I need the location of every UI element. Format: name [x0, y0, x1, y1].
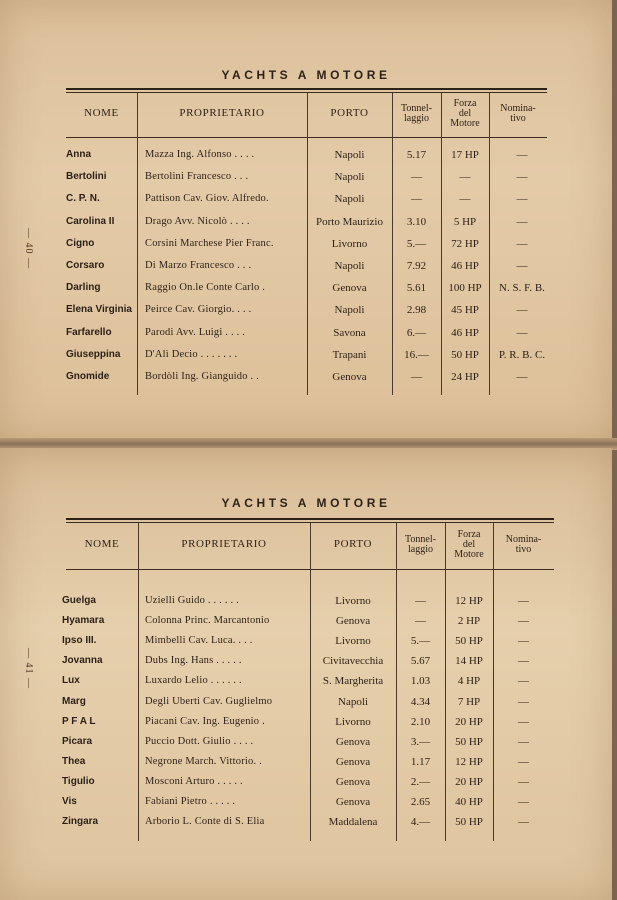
tonnage-cell: 5.61 — [406, 282, 427, 295]
table-row — [0, 326, 612, 346]
owner-name: Parodi Avv. Luigi . . . . — [145, 326, 246, 338]
page-number: — 40 — — [23, 228, 34, 269]
port-cell: Genova — [335, 775, 371, 788]
table-row — [0, 614, 612, 634]
owner-name: Uzielli Guido . . . . . . — [145, 595, 239, 606]
port-cell: Genova — [335, 735, 371, 748]
tonnage-cell: 5.— — [410, 635, 431, 648]
tonnage-cell: 2.10 — [410, 715, 431, 728]
port-cell: Napoli — [334, 193, 365, 206]
port-cell: Napoli — [334, 171, 365, 184]
table-row — [0, 735, 612, 755]
owner-name: Fabiani Pietro . . . . . — [145, 796, 236, 807]
tonnage-cell: 5.67 — [410, 655, 431, 668]
yacht-name: Carolina II — [66, 215, 115, 227]
power-cell: 14 HP — [455, 655, 483, 668]
column-header-porto: PORTO — [330, 107, 369, 119]
table-row — [0, 170, 612, 190]
power-cell: 46 HP — [451, 326, 479, 339]
owner-name: Raggio On.le Conte Carlo . — [145, 282, 266, 294]
yacht-name: C. P. N. — [66, 193, 100, 205]
header-rule-top — [66, 88, 547, 90]
table-row — [0, 594, 612, 614]
page-number: — 41 — — [23, 648, 34, 689]
yacht-name: Jovanna — [62, 655, 103, 667]
yacht-name: Zingara — [62, 816, 99, 828]
table-row — [0, 775, 612, 795]
port-cell: Livorno — [335, 715, 371, 728]
yacht-name: Giuseppina — [66, 348, 121, 360]
port-cell: Napoli — [334, 149, 365, 161]
column-header-nominativo: Nomina- tivo — [500, 103, 536, 124]
power-cell: 17 HP — [451, 149, 479, 161]
column-header-forza: Forza del Motore — [454, 529, 484, 560]
column-header-tonnellaggio: Tonnel- laggio — [405, 534, 436, 555]
call-sign-cell: — — [518, 796, 529, 808]
yacht-name: Thea — [62, 755, 86, 767]
page-top — [0, 0, 612, 440]
call-sign-cell: — — [518, 595, 529, 607]
call-sign-cell: — — [516, 237, 528, 250]
column-header-nominativo: Nomina- tivo — [505, 534, 542, 555]
port-cell: Napoli — [334, 260, 365, 272]
call-sign-cell: — — [516, 171, 528, 184]
power-cell: 45 HP — [451, 304, 479, 317]
tonnage-cell: 3.10 — [406, 215, 427, 228]
tonnage-cell: 4.— — [410, 816, 431, 829]
call-sign-cell: P. R. B. C. — [498, 348, 546, 361]
owner-name: Puccio Dott. Giulio . . . . — [145, 735, 254, 747]
yacht-name: Cigno — [66, 237, 95, 249]
yacht-name: Guelga — [62, 595, 96, 606]
port-cell: Genova — [335, 755, 371, 768]
page-bottom — [0, 448, 612, 900]
yacht-name: Anna — [66, 149, 91, 160]
tonnage-cell: 6.— — [406, 326, 427, 339]
call-sign-cell: — — [518, 755, 529, 768]
call-sign-cell: — — [518, 816, 529, 829]
table-row — [0, 634, 612, 654]
port-cell: Porto Maurizio — [316, 215, 383, 228]
port-cell: Savona — [333, 326, 366, 339]
call-sign-cell: — — [516, 326, 528, 339]
tonnage-cell: — — [415, 595, 426, 607]
yacht-name: Vis — [62, 796, 77, 807]
tonnage-cell: 5.— — [406, 237, 427, 250]
yacht-name: P F A L — [62, 715, 96, 727]
owner-name: Mosconi Arturo . . . . . — [145, 775, 243, 787]
tonnage-cell: — — [411, 371, 422, 383]
yacht-name: Marg — [62, 695, 86, 707]
table-row — [0, 815, 612, 835]
call-sign-cell: — — [518, 655, 529, 668]
call-sign-cell: — — [518, 775, 529, 788]
port-cell: S. Margherita — [322, 675, 384, 688]
table-row — [0, 715, 612, 735]
port-cell: Livorno — [335, 595, 371, 607]
page-title: YACHTS A MOTORE — [221, 68, 391, 82]
owner-name: Piacani Cav. Ing. Eugenio . — [145, 715, 265, 727]
owner-name: Arborio L. Conte di S. Elia — [145, 816, 265, 828]
table-row — [0, 281, 612, 301]
call-sign-cell: — — [516, 260, 528, 272]
table-row — [0, 755, 612, 775]
yacht-name: Farfarello — [66, 326, 112, 338]
port-cell: Livorno — [335, 635, 371, 648]
power-cell: 100 HP — [448, 282, 482, 295]
table-row — [0, 192, 612, 212]
call-sign-cell: N. S. F. B. — [499, 282, 545, 295]
owner-name: Bordòli Ing. Gianguido . . — [145, 371, 259, 382]
port-cell: Genova — [335, 615, 371, 628]
yacht-name: Elena Virginia — [66, 304, 132, 316]
table-row — [0, 370, 612, 390]
power-cell: 2 HP — [457, 615, 481, 628]
port-cell: Napoli — [334, 304, 365, 317]
tonnage-cell: 2.— — [410, 775, 431, 788]
column-header-nome: NOME — [84, 538, 120, 550]
column-header-tonnellaggio: Tonnel- laggio — [401, 103, 432, 124]
owner-name: Mimbelli Cav. Luca. . . . — [145, 635, 253, 647]
table-row — [0, 654, 612, 674]
column-header-nome: NOME — [84, 107, 119, 119]
yacht-name: Ipso III. — [62, 635, 97, 647]
call-sign-cell: — — [518, 635, 529, 648]
port-cell: Maddalena — [328, 816, 378, 829]
power-cell: 12 HP — [455, 755, 483, 768]
owner-name: Corsini Marchese Pier Franc. — [145, 237, 274, 249]
power-cell: 50 HP — [455, 816, 483, 829]
owner-name: Pattison Cav. Giov. Alfredo. — [145, 193, 269, 205]
tonnage-cell: 7.92 — [406, 260, 427, 272]
power-cell: — — [459, 193, 471, 206]
owner-name: Luxardo Lelio . . . . . . — [145, 675, 242, 687]
call-sign-cell: — — [518, 615, 529, 628]
tonnage-cell: 2.98 — [406, 304, 427, 317]
page-title: YACHTS A MOTORE — [221, 496, 391, 510]
owner-name: Bertolini Francesco . . . — [145, 171, 249, 183]
port-cell: Trapani — [332, 348, 367, 361]
port-cell: Napoli — [338, 695, 368, 708]
owner-name: Dubs Ing. Hans . . . . . — [145, 655, 242, 667]
table-row — [0, 674, 612, 694]
yacht-name: Bertolini — [66, 171, 107, 183]
owner-name: Di Marzo Francesco . . . — [145, 260, 252, 271]
port-cell: Genova — [332, 371, 367, 383]
power-cell: 50 HP — [455, 735, 483, 748]
port-cell: Civitavecchia — [322, 655, 384, 668]
owner-name: Mazza Ing. Alfonso . . . . — [145, 149, 255, 160]
yacht-name: Lux — [62, 675, 80, 687]
tonnage-cell: 1.03 — [410, 675, 431, 688]
call-sign-cell: — — [518, 695, 529, 708]
call-sign-cell: — — [518, 735, 529, 748]
call-sign-cell: — — [518, 715, 529, 728]
column-header-forza: Forza del Motore — [450, 98, 480, 129]
power-cell: 46 HP — [451, 260, 479, 272]
table-row — [0, 148, 612, 168]
power-cell: 72 HP — [451, 237, 479, 250]
power-cell: 24 HP — [451, 371, 479, 383]
power-cell: 50 HP — [455, 635, 483, 648]
yacht-name: Picara — [62, 735, 93, 747]
owner-name: Drago Avv. Nicolò . . . . — [145, 215, 250, 227]
call-sign-cell: — — [516, 193, 528, 206]
power-cell: 40 HP — [455, 796, 483, 808]
port-cell: Genova — [335, 796, 371, 808]
call-sign-cell: — — [516, 149, 528, 161]
yacht-name: Corsaro — [66, 260, 105, 271]
header-rule-top — [66, 518, 554, 520]
tonnage-cell: 4.34 — [410, 695, 431, 708]
port-cell: Genova — [332, 282, 367, 295]
yacht-name: Gnomide — [66, 371, 110, 382]
tonnage-cell: 16.— — [404, 348, 429, 361]
table-row — [0, 215, 612, 235]
power-cell: 12 HP — [455, 595, 483, 607]
table-row — [0, 303, 612, 323]
power-cell: 50 HP — [451, 348, 479, 361]
table-row — [0, 237, 612, 257]
yacht-name: Hyamara — [62, 615, 105, 627]
column-header-proprietario: PROPRIETARIO — [181, 538, 267, 550]
yacht-name: Tigulio — [62, 775, 95, 787]
column-header-porto: PORTO — [333, 538, 373, 550]
call-sign-cell: — — [516, 304, 528, 317]
owner-name: D'Alì Decio . . . . . . . — [145, 348, 238, 360]
yacht-name: Darling — [66, 282, 101, 294]
table-row — [0, 259, 612, 279]
tonnage-cell: — — [415, 615, 426, 628]
tonnage-cell: — — [411, 171, 422, 184]
power-cell: 20 HP — [455, 775, 483, 788]
port-cell: Livorno — [331, 237, 368, 250]
call-sign-cell: — — [516, 371, 528, 383]
tonnage-cell: 3.— — [410, 735, 431, 748]
tonnage-cell: 1.17 — [410, 755, 431, 768]
owner-name: Degli Uberti Cav. Guglielmo — [145, 695, 273, 707]
table-row — [0, 348, 612, 368]
table-row — [0, 695, 612, 715]
table-row — [0, 795, 612, 815]
power-cell: 20 HP — [455, 715, 483, 728]
owner-name: Colonna Princ. Marcantonio — [145, 615, 270, 627]
power-cell: 5 HP — [453, 215, 477, 228]
tonnage-cell: 2.65 — [410, 796, 431, 808]
call-sign-cell: — — [516, 215, 528, 228]
call-sign-cell: — — [518, 675, 529, 688]
owner-name: Negrone March. Vittorio. . — [145, 755, 262, 767]
tonnage-cell: — — [411, 193, 422, 206]
column-header-proprietario: PROPRIETARIO — [179, 107, 265, 119]
power-cell: 7 HP — [457, 695, 481, 708]
owner-name: Peirce Cav. Giorgio. . . . — [145, 304, 252, 316]
power-cell: 4 HP — [457, 675, 481, 688]
power-cell: — — [459, 171, 471, 184]
tonnage-cell: 5.17 — [406, 149, 427, 161]
